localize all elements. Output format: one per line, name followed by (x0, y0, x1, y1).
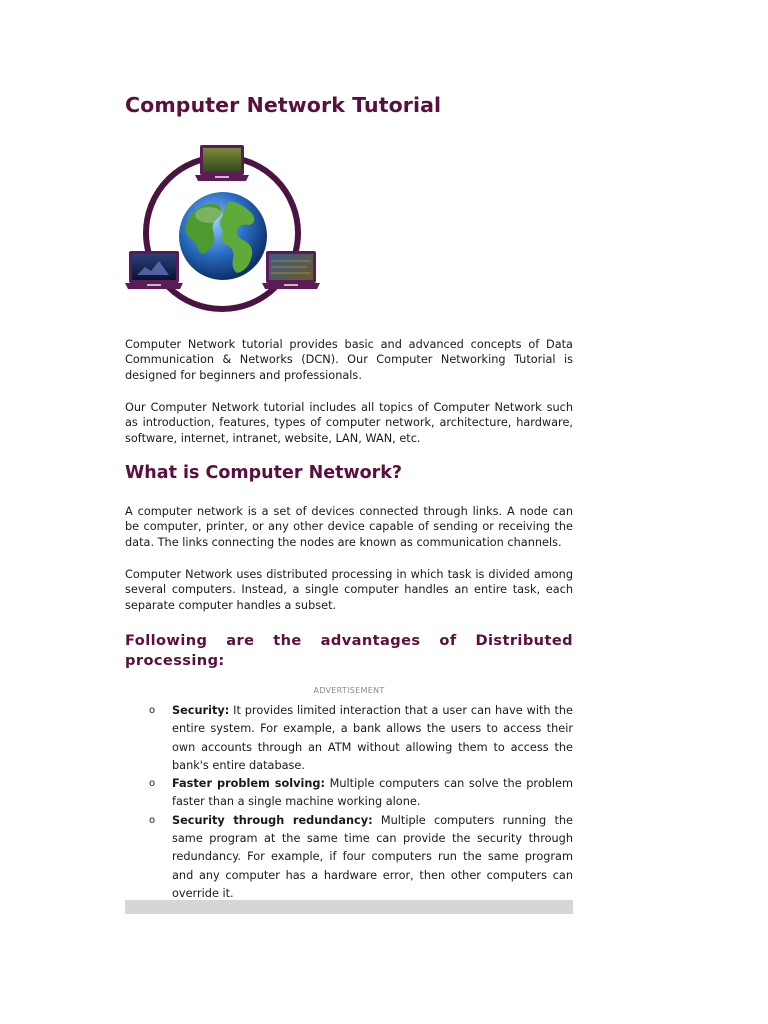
network-illustration (125, 143, 320, 313)
laptop-icon (195, 145, 249, 181)
advantages-heading: Following are the advantages of Distributed processing: (125, 632, 573, 669)
section-heading: What is Computer Network? (125, 463, 403, 483)
list-item-term: Security through redundancy: (172, 813, 373, 827)
advertisement-label: ADVERTISEMENT (313, 686, 385, 695)
intro-paragraph-2: Our Computer Network tutorial includes all topics of Computer Network such as introduction, features, types of computer network, architecture, hardware, software, internet, intranet, website, LAN, WAN, etc. (125, 401, 573, 445)
list-item (125, 812, 573, 903)
list-item (125, 702, 573, 775)
list-item-text: It provides limited interaction that a user can have with the entire system. For example, a bank allows the users to access their own accounts through an ATM without allowing them to access the bank's entire database. (172, 704, 573, 772)
section-paragraph-2: Computer Network uses distributed processing in which task is divided among several computers. Instead, a single computer handles an entire task, each separate computer handles a subset. (125, 568, 573, 612)
intro-paragraph-1: Computer Network tutorial provides basic and advanced concepts of Data Communication & Networks (DCN). Our Computer Networking Tutorial is designed for beginners and professionals. (125, 338, 573, 382)
laptop-icon (262, 251, 320, 289)
list-item-text: Multiple computers can solve the problem faster than a single machine working alone. (172, 777, 574, 809)
bullet-icon: o (149, 705, 156, 716)
list-item-term: Faster problem solving: (172, 777, 325, 791)
list-item (125, 775, 573, 812)
footer-bar (125, 900, 573, 914)
laptop-icon (125, 251, 183, 289)
bullet-icon: o (149, 778, 156, 790)
list-item-text: Multiple computers running the same program at the same time can provide the security through redundancy. For example, if four computers run the same program and any computer has a hardware error, then other computers can override it. (172, 813, 573, 900)
list-item-term: Security: (172, 704, 230, 717)
bullet-icon: o (149, 814, 156, 826)
advantages-list (125, 702, 573, 903)
globe-network-icon (125, 143, 320, 313)
page-title: Computer Network Tutorial (125, 93, 442, 117)
section-paragraph-1: A computer network is a set of devices connected through links. A node can be computer, printer, or any other device capable of sending or receiving the data. The links connecting the nodes are known as communication channels. (125, 505, 573, 549)
